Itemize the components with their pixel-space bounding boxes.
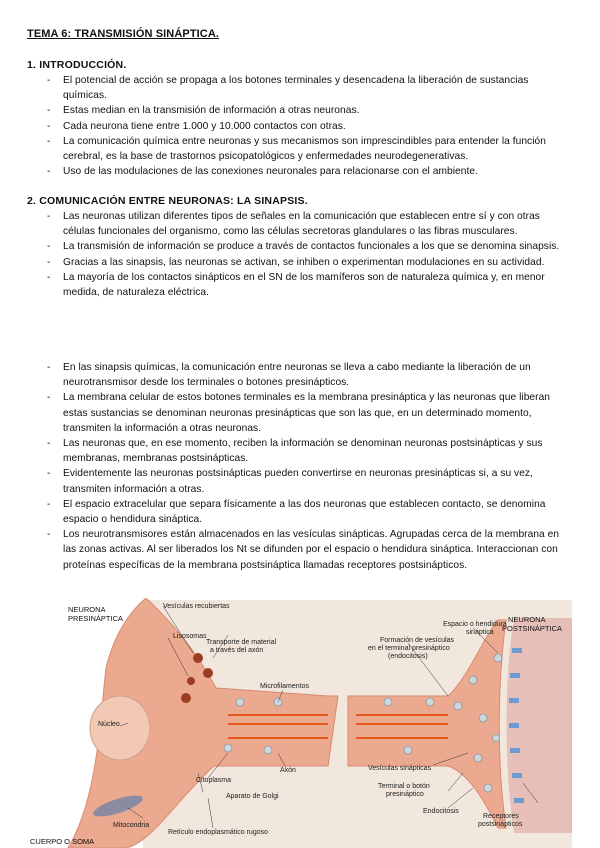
list-item: - La membrana celular de estos botones terminales es la membrana presináptica y las neuronas que liberan estas sustancias se denominan neuronas presinápticas que son las que, en un determinado momento, transmiten la información a otras neuronas. — [0, 390, 600, 436]
label-vesiculas-recubiertas: Vesículas recubiertas — [163, 603, 230, 610]
label-transporte-2: a través del axón — [210, 647, 264, 654]
label-neurona-presinaptica: NEURONA — [68, 605, 106, 614]
nucleus-shape — [90, 696, 150, 760]
list-item: - La mayoría de los contactos sinápticos en el SN de los mamíferos son de naturaleza química y, en menor medida, de naturaleza eléctrica. — [0, 270, 600, 300]
label-receptores: Receptores — [483, 813, 519, 820]
list-item: - Los neurotransmisores están almacenados en las vesículas sinápticas. Agrupadas cerca de la membrana en las zonas activas. Al ser liberados los Nt se difunden por el espacio o hendidura sináptica. Interaccionan con proteínas específicas de la membrana postsináptica llamadas receptores postsinápticos. — [0, 527, 600, 573]
label-neurona-postsinaptica-2: POSTSINÁPTICA — [502, 624, 563, 633]
label-lisosomas: Lisosomas — [173, 633, 207, 640]
list-item: - En las sinapsis químicas, la comunicación entre neuronas se lleva a cabo mediante la liberación de un neurotransmisor desde los terminales o botones presinápticos. — [0, 360, 600, 390]
label-cuerpo-soma: CUERPO O SOMA — [30, 837, 95, 846]
label-neurona-postsinaptica: NEURONA — [508, 615, 546, 624]
page-title: TEMA 6: TRANSMISIÓN SINÁPTICA. — [27, 28, 220, 40]
list-item: - La transmisión de información se produce a través de contactos funcionales a los que se denomina sinapsis. — [0, 239, 600, 254]
label-neurona-presinaptica-2: PRESINÁPTICA — [68, 614, 124, 623]
label-mitocondria: Mitocondria — [113, 822, 150, 829]
label-endocitosis: Endocitosis — [423, 808, 459, 815]
label-vesiculas-sinapticas: Vesículas sinápticas — [368, 765, 432, 772]
label-reticulo: Retículo endoplasmático rugoso — [168, 829, 269, 836]
bullet-list-sinapsis-a — [0, 209, 600, 300]
label-nucleo: Núcleo — [98, 721, 120, 728]
list-item: - Las neuronas utilizan diferentes tipos de señales en la comunicación que establecen entre sí y con otras células funcionales del organismo, como las células secretoras glandulares o las fibras musculares. — [0, 209, 600, 239]
label-espacio-hendidura-2: sináptica — [466, 629, 494, 636]
label-aparato-golgi: Aparato de Golgi — [226, 793, 279, 800]
list-item: - El espacio extracelular que separa físicamente a las dos neuronas que establecen contacto, se denomina espacio o hendidura sináptica. — [0, 497, 600, 527]
label-citoplasma: Citoplasma — [196, 777, 232, 784]
label-axon: Axón — [280, 767, 296, 774]
label-formacion-vesiculas-3: (endocitosis) — [388, 653, 428, 660]
list-item: - Uso de las modulaciones de las conexiones neuronales para relacionarse con el ambiente. — [0, 164, 600, 179]
list-item: - Estas median en la transmisión de información a otras neuronas. — [0, 103, 600, 118]
synapse-figure — [28, 598, 572, 848]
list-item: - Las neuronas que, en ese momento, reciben la información se denominan neuronas postsinápticas y sus membranas, membranas postsinápticas. — [0, 436, 600, 466]
label-microfilamentos: Microfilamentos — [260, 683, 310, 690]
list-item: - La comunicación química entre neuronas y sus mecanismos son imprescindibles para entender la función cerebral, es la base de trastornos psicopatológicos y enfermedades neurodegenerativas. — [0, 134, 600, 164]
list-item: - El potencial de acción se propaga a los botones terminales y desencadena la liberación de sustancias químicas. — [0, 73, 600, 103]
list-item: - Evidentemente las neuronas postsinápticas pueden convertirse en neuronas presinápticas si, a su vez, transmiten información a otras. — [0, 466, 600, 496]
label-transporte: Transporte de material — [206, 639, 277, 646]
bullet-list-sinapsis-b — [0, 360, 600, 573]
label-terminal-boton-2: presináptico — [386, 791, 424, 798]
label-receptores-2: postsinápticos — [478, 821, 523, 828]
list-item: - Gracias a las sinapsis, las neuronas se activan, se inhiben o experimentan modulaciones en su actividad. — [0, 255, 600, 270]
section-heading-introduccion: 1. INTRODUCCIÓN. — [27, 59, 127, 71]
section-heading-sinapsis: 2. COMUNICACIÓN ENTRE NEURONAS: LA SINAPSIS. — [27, 195, 308, 207]
bullet-list-introduccion — [0, 73, 600, 179]
label-terminal-boton: Terminal o botón — [378, 783, 430, 790]
label-formacion-vesiculas: Formación de vesículas — [380, 637, 454, 644]
label-formacion-vesiculas-2: en el terminal presináptico — [368, 645, 450, 652]
label-espacio-hendidura: Espacio o hendidura — [443, 621, 507, 628]
list-item: - Cada neurona tiene entre 1.000 y 10.000 contactos con otras. — [0, 119, 600, 134]
